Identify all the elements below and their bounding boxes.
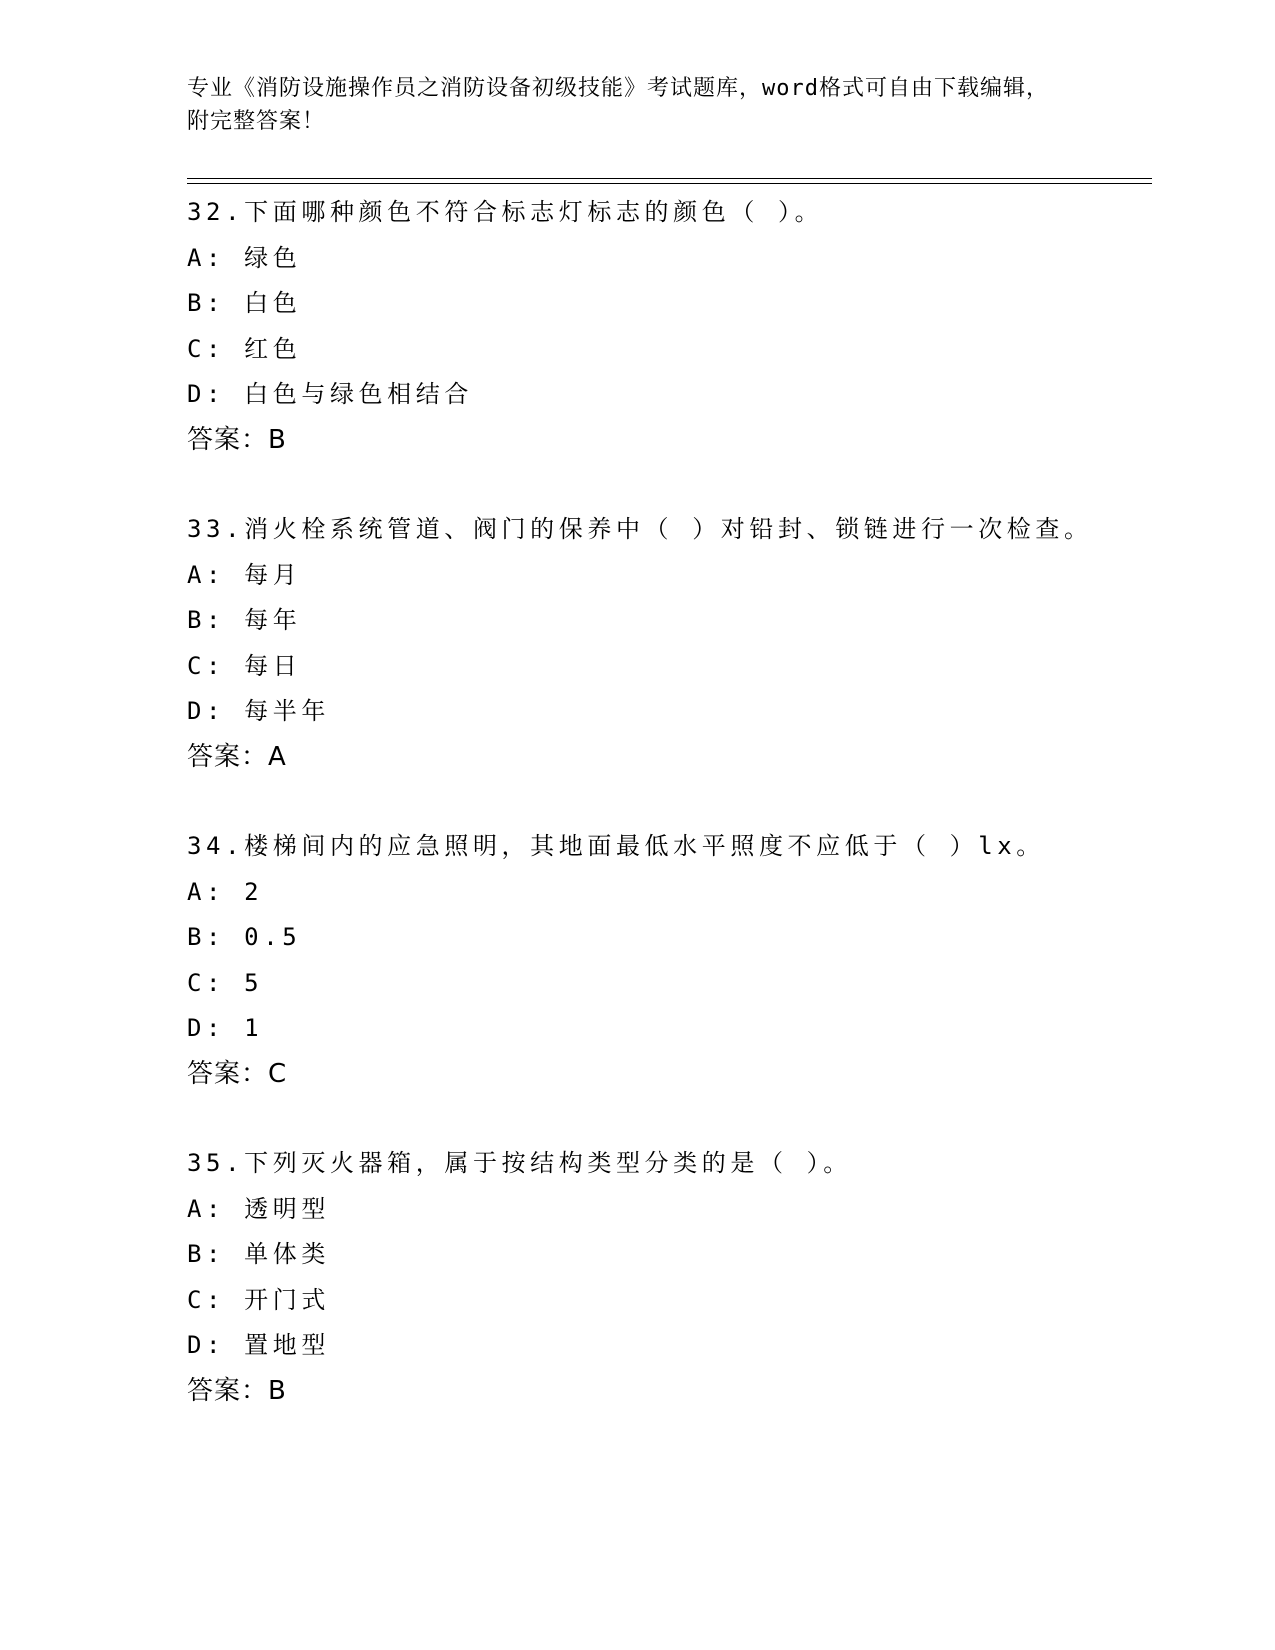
option-c: C: 5 (187, 968, 264, 997)
question-stem: 34.楼梯间内的应急照明，其地面最低水平照度不应低于（ ）lx。 (187, 832, 1045, 860)
header-rule-top (187, 178, 1152, 179)
option-b: B: 单体类 (187, 1240, 330, 1268)
option-a: A: 每月 (187, 560, 302, 589)
question-stem: 35.下列灭火器箱，属于按结构类型分类的是（ ）。 (187, 1149, 852, 1177)
option-c: C: 开门式 (187, 1285, 330, 1314)
question-33 (187, 507, 1117, 780)
option-c: C: 红色 (187, 334, 302, 363)
header-rule-bottom (187, 183, 1152, 184)
question-35 (187, 1141, 1117, 1414)
answer-line: 答案：C (187, 1058, 288, 1089)
question-stem: 32.下面哪种颜色不符合标志灯标志的颜色（ ）。 (187, 198, 824, 226)
document-header: 专业《消防设施操作员之消防设备初级技能》考试题库，word格式可自由下载编辑，附完整答案！ (187, 76, 1049, 134)
option-c: C: 每日 (187, 651, 302, 680)
option-a: A: 透明型 (187, 1194, 330, 1223)
answer-line: 答案：B (187, 1375, 287, 1406)
option-b: B: 白色 (187, 289, 302, 317)
question-34 (187, 824, 1117, 1097)
option-d: D: 置地型 (187, 1331, 330, 1359)
answer-line: 答案：A (187, 741, 287, 772)
option-d: D: 1 (187, 1014, 264, 1042)
option-d: D: 每半年 (187, 697, 330, 725)
option-a: A: 绿色 (187, 243, 302, 272)
answer-line: 答案：B (187, 424, 287, 455)
option-a: A: 2 (187, 877, 264, 906)
option-b: B: 每年 (187, 606, 302, 634)
question-list (187, 190, 1117, 1458)
option-b: B: 0.5 (187, 923, 302, 951)
question-32 (187, 190, 1117, 463)
question-stem: 33.消火栓系统管道、阀门的保养中（ ）对铅封、锁链进行一次检查。 (187, 515, 1093, 543)
option-d: D: 白色与绿色相结合 (187, 380, 473, 408)
